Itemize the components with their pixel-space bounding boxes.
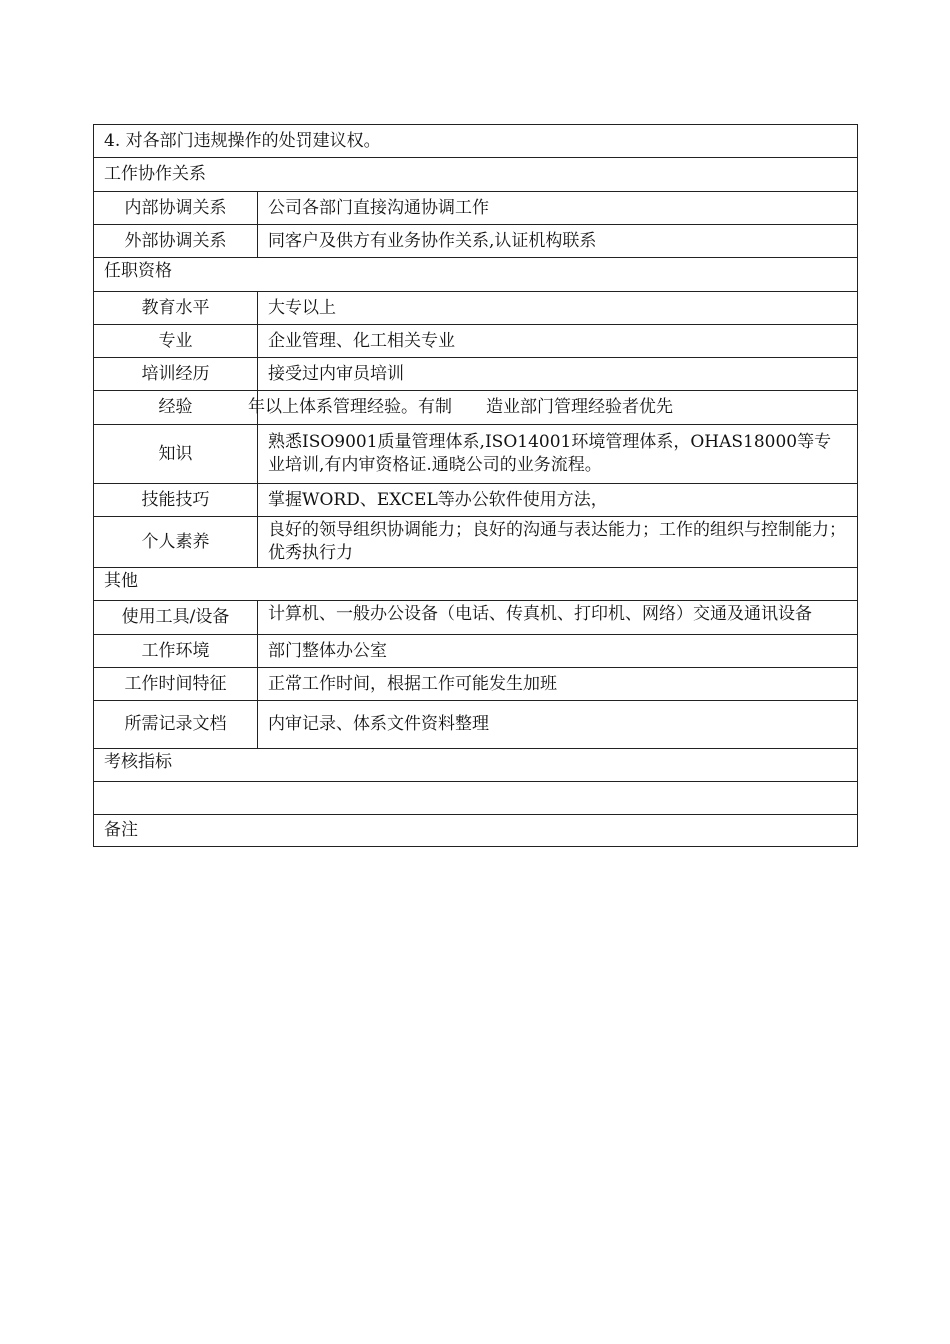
knowledge-label: 知识 bbox=[94, 425, 258, 484]
table-row bbox=[94, 668, 858, 701]
internal-coordination-value: 公司各部门直接沟通协调工作 bbox=[258, 192, 858, 225]
major-label: 专业 bbox=[94, 325, 258, 358]
worktime-value: 正常工作时间，根据工作可能发生加班 bbox=[258, 668, 858, 701]
table-row bbox=[94, 225, 858, 258]
experience-cell bbox=[248, 391, 858, 425]
table-row bbox=[94, 391, 858, 425]
skills-value: 掌握WORD、EXCEL等办公软件使用方法， bbox=[258, 484, 858, 517]
table-row bbox=[94, 701, 858, 749]
skills-label: 技能技巧 bbox=[94, 484, 258, 517]
records-label: 所需记录文档 bbox=[94, 701, 258, 749]
section-cooperation: 工作协作关系 bbox=[94, 158, 858, 192]
education-label: 教育水平 bbox=[94, 292, 258, 325]
internal-coordination-label: 内部协调关系 bbox=[94, 192, 258, 225]
training-value: 接受过内审员培训 bbox=[258, 358, 858, 391]
table-row bbox=[94, 749, 858, 782]
environment-label: 工作环境 bbox=[94, 635, 258, 668]
experience-value: 年以上体系管理经验。有制 造业部门管理经验者优先 bbox=[248, 397, 673, 417]
section-kpi: 考核指标 bbox=[94, 749, 858, 782]
worktime-label: 工作时间特征 bbox=[94, 668, 258, 701]
table-row bbox=[94, 325, 858, 358]
table-row bbox=[94, 484, 858, 517]
section-other: 其他 bbox=[94, 568, 858, 601]
personal-quality-value: 良好的领导组织协调能力；良好的沟通与表达能力；工作的组织与控制能力；优秀执行力 bbox=[258, 517, 858, 568]
table-row bbox=[94, 782, 858, 815]
knowledge-value: 熟悉ISO9001质量管理体系,ISO14001环境管理体系，OHAS18000等专业培训,有内审资格证.通晓公司的业务流程。 bbox=[258, 425, 858, 484]
tools-value: 计算机、一般办公设备（电话、传真机、打印机、网络）交通及通讯设备 bbox=[268, 604, 812, 624]
training-label: 培训经历 bbox=[94, 358, 258, 391]
table-row bbox=[94, 425, 858, 484]
tools-cell bbox=[258, 601, 858, 635]
table-row bbox=[94, 292, 858, 325]
table-row bbox=[94, 517, 858, 568]
table-row bbox=[94, 568, 858, 601]
major-value: 企业管理、化工相关专业 bbox=[258, 325, 858, 358]
education-value: 大专以上 bbox=[258, 292, 858, 325]
external-coordination-value: 同客户及供方有业务协作关系,认证机构联系 bbox=[258, 225, 858, 258]
environment-value: 部门整体办公室 bbox=[258, 635, 858, 668]
responsibility-item-4: 4. 对各部门违规操作的处罚建议权。 bbox=[94, 125, 858, 158]
table-row bbox=[94, 815, 858, 847]
table-row bbox=[94, 601, 858, 635]
job-description-table bbox=[93, 124, 858, 847]
external-coordination-label: 外部协调关系 bbox=[94, 225, 258, 258]
experience-label: 经验 bbox=[94, 391, 258, 425]
kpi-value bbox=[94, 782, 858, 815]
table-row bbox=[94, 125, 858, 158]
table-row bbox=[94, 192, 858, 225]
table-row bbox=[94, 358, 858, 391]
table-row bbox=[94, 635, 858, 668]
tools-label: 使用工具/设备 bbox=[94, 601, 258, 635]
table-row bbox=[94, 158, 858, 192]
table-row bbox=[94, 258, 858, 292]
records-value: 内审记录、体系文件资料整理 bbox=[258, 701, 858, 749]
section-qualification: 任职资格 bbox=[94, 258, 858, 292]
personal-quality-label: 个人素养 bbox=[94, 517, 258, 568]
section-remarks: 备注 bbox=[94, 815, 858, 847]
